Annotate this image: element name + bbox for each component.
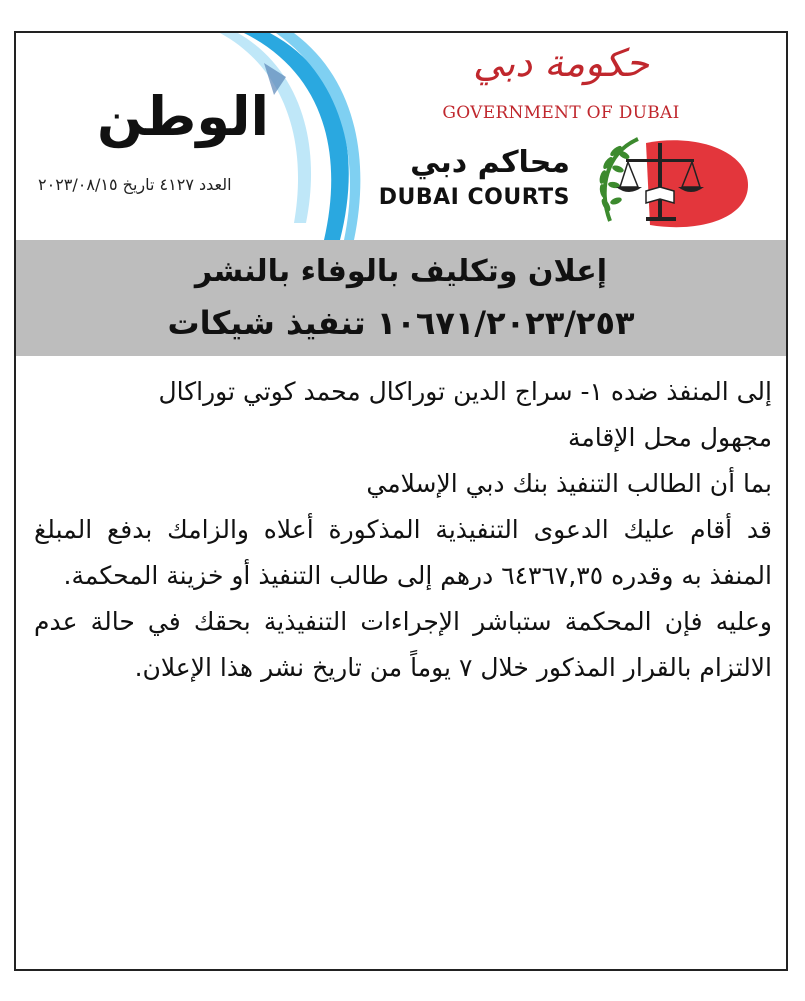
newspaper-name: الوطن xyxy=(96,85,270,148)
case-number: ١٠٦٧١/٢٠٢٣/٢٥٣ تنفيذ شيكات xyxy=(167,304,635,342)
scales-of-justice-icon xyxy=(576,129,754,237)
notice-paragraph: مجهول محل الإقامة xyxy=(567,423,772,452)
notice-paragraph: بما أن الطالب التنفيذ بنك دبي الإسلامي xyxy=(366,469,772,498)
notice-title: إعلان وتكليف بالوفاء بالنشر xyxy=(194,254,608,289)
courts-english-name: DUBAI COURTS xyxy=(378,185,570,210)
notice-body xyxy=(34,369,772,691)
notice-frame xyxy=(14,31,788,971)
notice-paragraph: وعليه فإن المحكمة ستباشر الإجراءات التنفيذية بحقك في حالة عدم الالتزام بالقرار المذكور خلال ٧ يوماً من تاريخ نشر هذا الإعلان. xyxy=(34,607,772,682)
notice-title-band xyxy=(16,240,786,356)
issue-date-line: العدد ٤١٢٧ تاريخ ٢٠٢٣/٠٨/١٥ xyxy=(38,175,232,194)
government-of-dubai-logo xyxy=(436,41,686,131)
notice-header xyxy=(16,33,786,240)
newspaper-masthead xyxy=(24,33,364,240)
notice-paragraph: قد أقام عليك الدعوى التنفيذية المذكورة أعلاه والزامك بدفع المبلغ المنفذ به وقدره ٦٤٣٦٧,٣٥ درهم إلى طالب التنفيذ أو خزينة المحكمة. xyxy=(34,515,772,590)
notice-paragraph: إلى المنفذ ضده ١- سراج الدين توراكال محمد كوتي توراكال xyxy=(158,377,772,406)
government-arabic-name: حكومة دبي xyxy=(472,41,650,85)
courts-arabic-name: محاكم دبي xyxy=(410,145,570,180)
government-english-name: GOVERNMENT OF DUBAI xyxy=(442,103,680,123)
